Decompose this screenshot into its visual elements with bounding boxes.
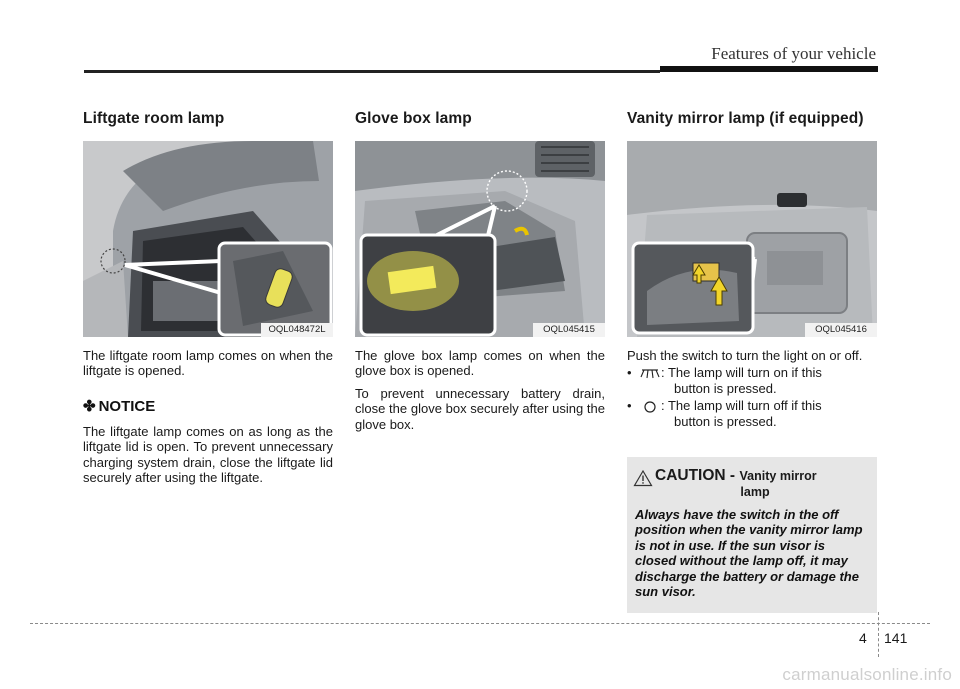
- image-caption: OQL045415: [533, 323, 605, 337]
- watermark: carmanualsonline.info: [782, 665, 952, 684]
- caution-box: [627, 457, 877, 613]
- caution-heading: CAUTION - Vanity mirror lamp: [635, 467, 869, 499]
- image-caption: OQL048472L: [261, 323, 333, 337]
- header-rule: [84, 70, 660, 73]
- caution-text: Always have the switch in the off position when the vanity mirror lamp is not in use. If the sun visor is closed without the lamp off, it may discharge the battery or damage the sun visor.: [635, 507, 863, 600]
- image-caption: OQL045416: [805, 323, 877, 337]
- lamp-on-icon: [639, 368, 661, 380]
- footer-divider: [878, 612, 879, 657]
- bullet-lamp-on: • : The lamp will turn on if this button is pressed.: [627, 365, 822, 396]
- warning-triangle-icon: [633, 469, 653, 487]
- footer-rule: [30, 623, 930, 624]
- bullet-lamp-off: • : The lamp will turn off if this button is pressed.: [627, 398, 822, 429]
- page-number: 141: [884, 630, 908, 646]
- lamp-off-icon: [639, 401, 661, 413]
- glove-box-body-2: To prevent unnecessary battery drain, close the glove box securely after using the glove box.: [355, 385, 605, 432]
- glove-box-lamp-section: [355, 110, 605, 432]
- vanity-mirror-lamp-section: [627, 110, 877, 429]
- glove-box-illustration: [355, 141, 605, 337]
- liftgate-photo: [83, 141, 333, 337]
- notice-heading: ✤ NOTICE: [83, 397, 156, 415]
- star-cross-icon: ✤: [83, 397, 96, 415]
- vanity-body: Push the switch to turn the light on or off.: [627, 348, 863, 363]
- vanity-mirror-illustration: [627, 141, 877, 337]
- glove-box-lamp-heading: Glove box lamp: [355, 110, 472, 127]
- chapter-number: 4: [859, 630, 867, 646]
- glove-box-photo: [355, 141, 605, 337]
- glove-box-body-1: The glove box lamp comes on when the glove box is opened.: [355, 348, 605, 379]
- vanity-mirror-photo: [627, 141, 877, 337]
- section-title: Features of your vehicle: [711, 44, 876, 63]
- notice-text: The liftgate lamp comes on as long as the liftgate lid is open. To prevent unnecessary charging system drain, close the liftgate lid securely after using the liftgate.: [83, 423, 333, 486]
- liftgate-lamp-section: [83, 110, 333, 485]
- vanity-mirror-lamp-heading: Vanity mirror lamp (if equipped): [627, 110, 864, 127]
- header-rule-accent: [660, 66, 878, 72]
- liftgate-lamp-heading: Liftgate room lamp: [83, 110, 225, 127]
- liftgate-body: The liftgate room lamp comes on when the liftgate is opened.: [83, 348, 333, 379]
- liftgate-illustration: [83, 141, 333, 337]
